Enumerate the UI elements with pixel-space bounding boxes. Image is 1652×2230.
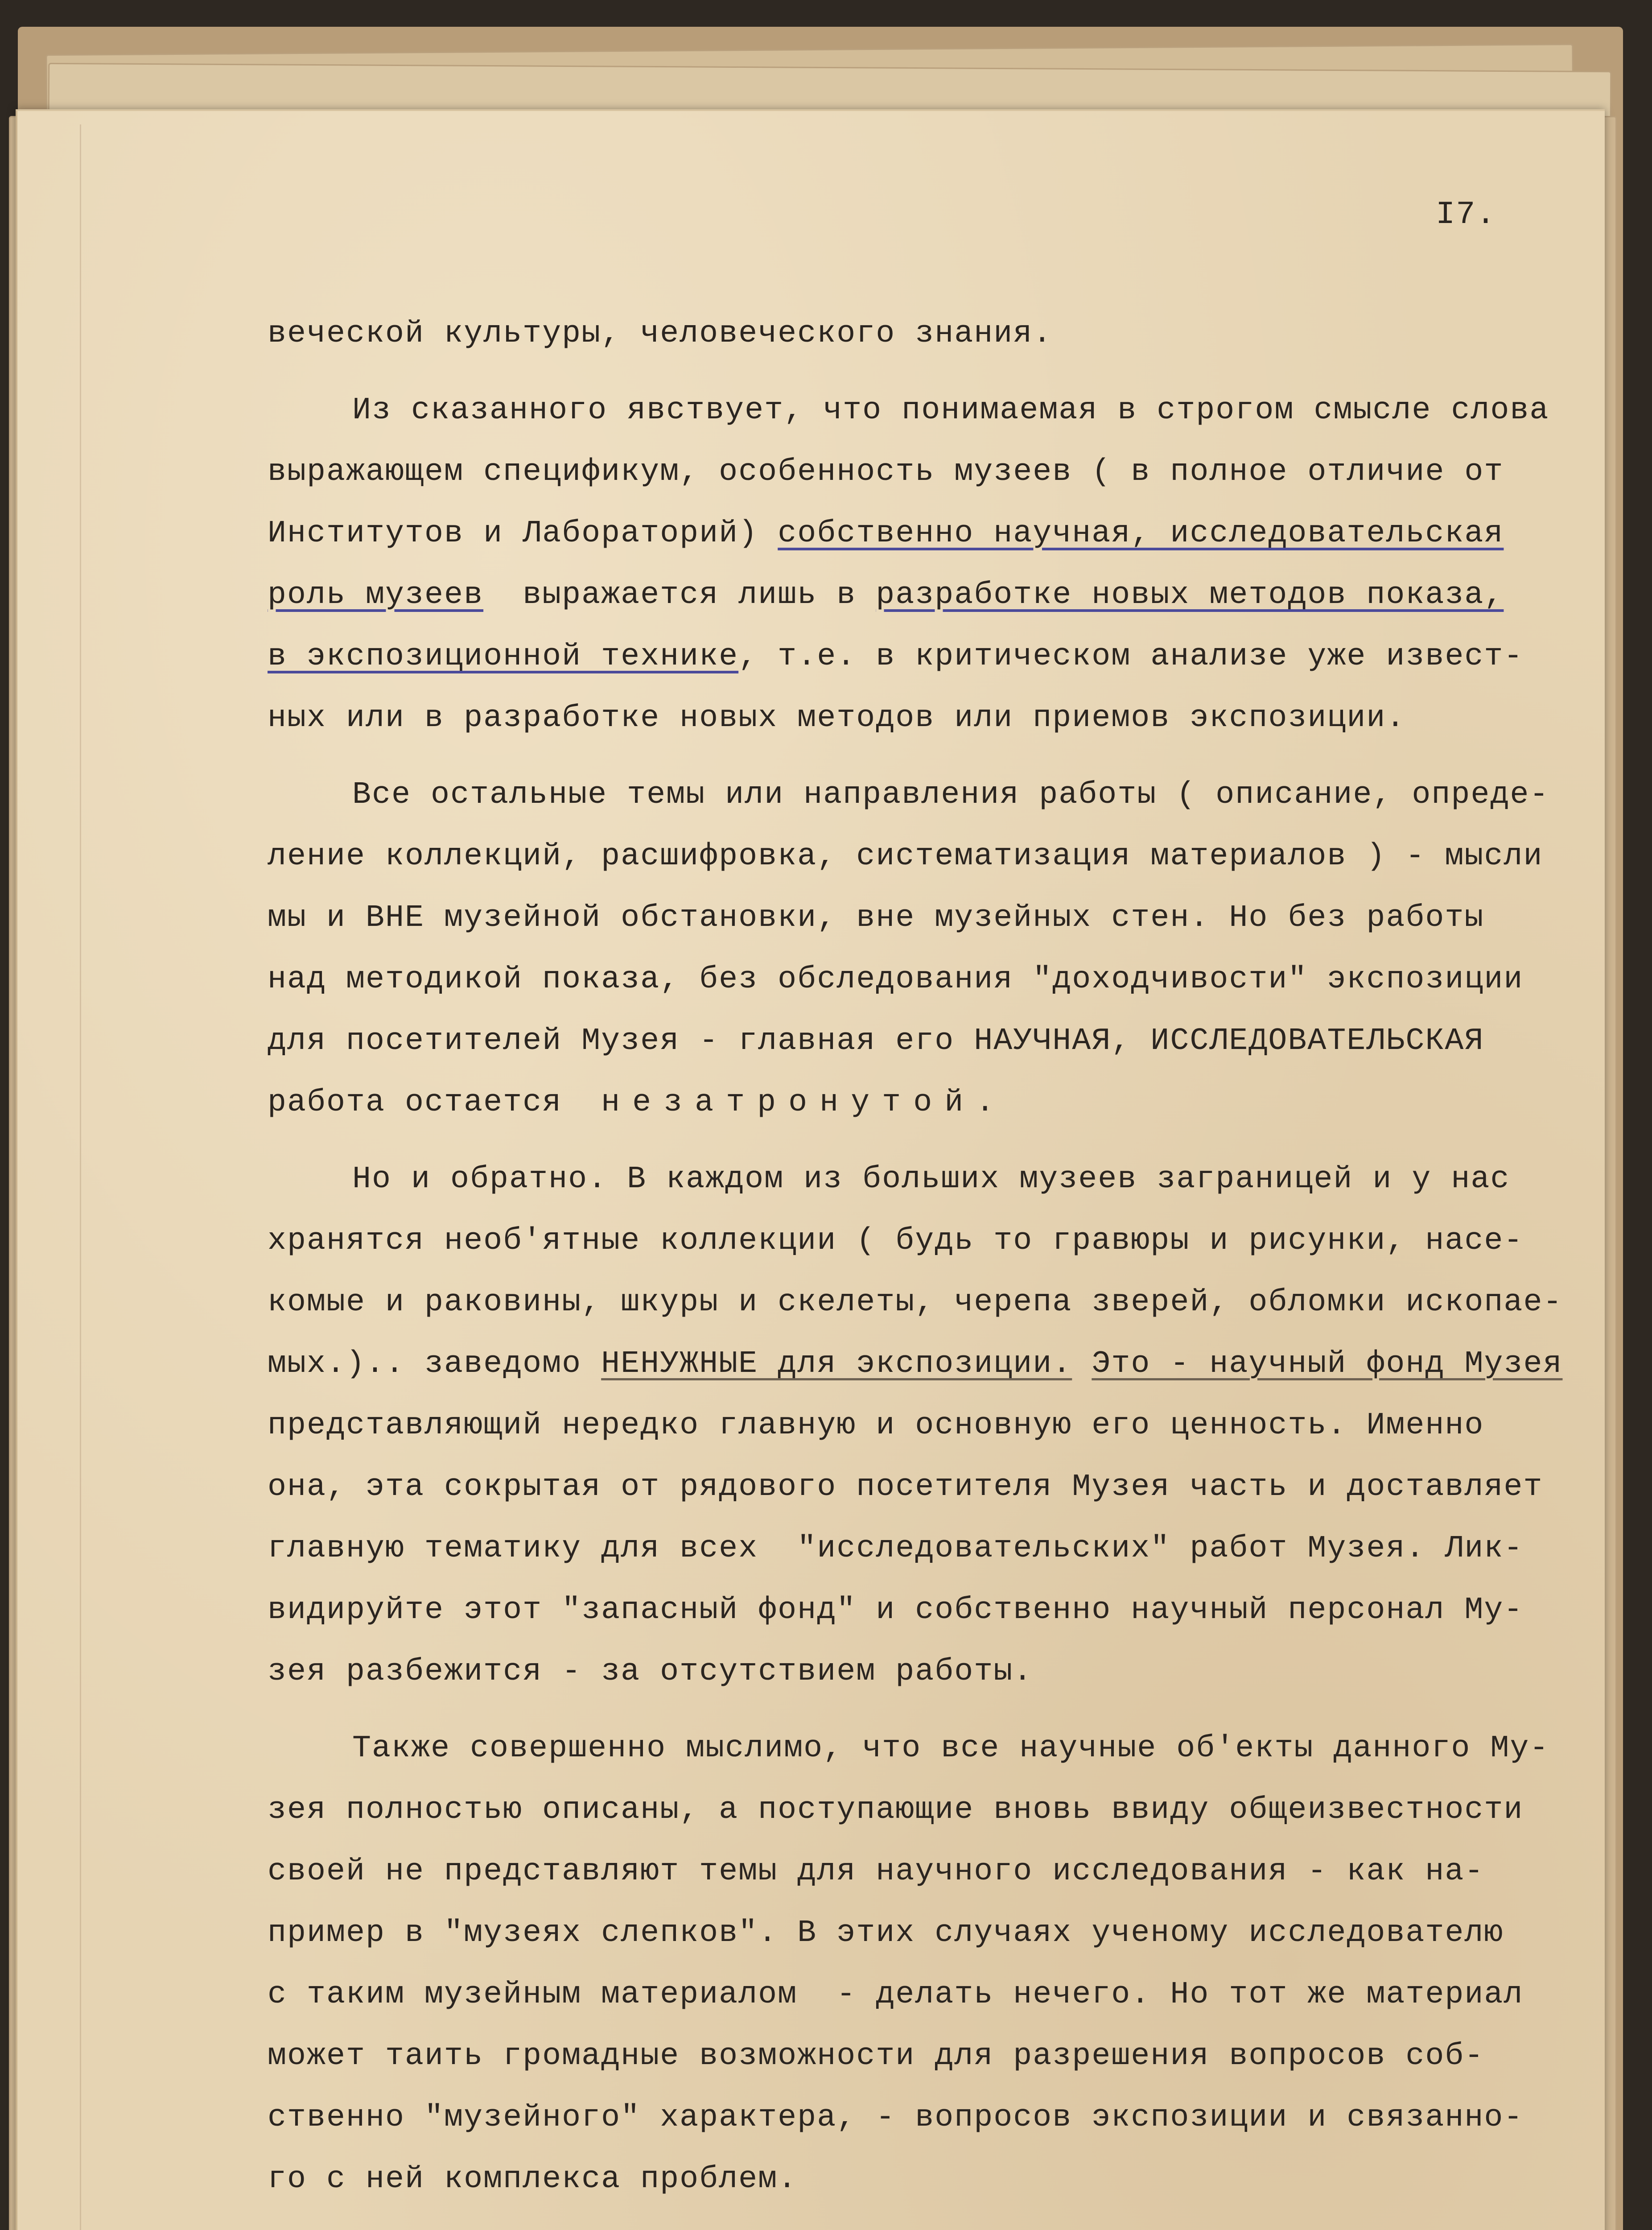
- text-span: мых.).. заведомо: [268, 1346, 601, 1382]
- text-line: хранятся необ'ятные коллекции ( будь то гравюры и рисунки, насе-: [268, 1223, 1524, 1259]
- text-line: ных или в разработке новых методов или приемов экспозиции.: [268, 701, 1406, 736]
- underlined-phrase: роль музеев: [268, 578, 484, 613]
- spaced-word: незатронутой.: [601, 1085, 1007, 1120]
- text-line: Но и обратно. В каждом из больших музеев заграницей и у нас: [352, 1162, 1510, 1197]
- underlined-phrase: в экспозиционной технике: [268, 639, 739, 674]
- text-line: может таить громадные возможности для разрешения вопросов соб-: [268, 2039, 1484, 2074]
- text-line: ственно "музейного" характера, - вопросов экспозиции и связанно-: [268, 2100, 1524, 2135]
- text-line: веческой культуры, человеческого знания.: [268, 316, 1053, 351]
- text-line: Также совершенно мыслимо, что все научные об'екты данного Му-: [352, 1731, 1549, 1766]
- text-span: , т.е. в критическом анализе уже извест-: [738, 639, 1524, 674]
- text-line: [268, 503, 1596, 565]
- text-line: [268, 1072, 1596, 1134]
- underlined-phrase: собственно научная, исследовательская: [778, 516, 1504, 551]
- text-line: [268, 565, 1596, 626]
- text-line: видируйте этот "запасный фонд" и собственно научный персонал Му-: [268, 1593, 1524, 1628]
- text-line: выражающем спецификум, особенность музеев ( в полное отличие от: [268, 454, 1504, 490]
- text-line: она, эта сокрытая от рядового посетителя Музея часть и доставляет: [268, 1470, 1543, 1505]
- text-line: ление коллекций, расшифровка, систематизация материалов ) - мысли: [268, 839, 1543, 874]
- text-line: го с ней комплекса проблем.: [268, 2162, 798, 2197]
- text-span: работа остается: [268, 1085, 601, 1120]
- text-span: Институтов и Лабораторий): [268, 516, 778, 551]
- text-line: пример в "музеях слепков". В этих случаях ученому исследователю: [268, 1916, 1504, 1951]
- page-body: [268, 303, 1596, 2210]
- text-line: главную тематику для всех "исследовательских" работ Музея. Лик-: [268, 1531, 1524, 1566]
- underlined-phrase: НЕНУЖНЫЕ для экспозиции.: [601, 1346, 1072, 1382]
- text-line: мы и ВНЕ музейной обстановки, вне музейных стен. Но без работы: [268, 900, 1484, 936]
- text-line: [268, 1334, 1596, 1395]
- text-line: зея разбежится - за отсутствием работы.: [268, 1654, 1033, 1689]
- text-line: с таким музейным материалом - делать нечего. Но тот же материал: [268, 1977, 1524, 2012]
- text-line: комые и раковины, шкуры и скелеты, черепа зверей, обломки ископае-: [268, 1285, 1563, 1320]
- text-line: зея полностью описаны, а поступающие вновь ввиду общеизвестности: [268, 1792, 1524, 1828]
- underlined-phrase: Это - научный фонд Музея: [1092, 1346, 1563, 1382]
- text-span: [1072, 1346, 1092, 1382]
- text-line: Все остальные темы или направления работы ( описание, опреде-: [352, 777, 1549, 813]
- underlined-phrase: разработке новых методов показа,: [876, 578, 1504, 613]
- text-line: Из сказанного явствует, что понимаемая в строгом смысле слова: [352, 393, 1549, 428]
- text-line: для посетителей Музея - главная его НАУЧНАЯ, ИССЛЕДОВАТЕЛЬСКАЯ: [268, 1024, 1484, 1059]
- text-line: [268, 626, 1596, 688]
- text-span: выражается лишь в: [483, 578, 876, 613]
- text-line: представляющий нередко главную и основную его ценность. Именно: [268, 1408, 1484, 1443]
- text-line: своей не представляют темы для научного исследования - как на-: [268, 1854, 1484, 1889]
- page-number: I7.: [1436, 196, 1496, 233]
- text-line: над методикой показа, без обследования "доходчивости" экспозиции: [268, 962, 1524, 997]
